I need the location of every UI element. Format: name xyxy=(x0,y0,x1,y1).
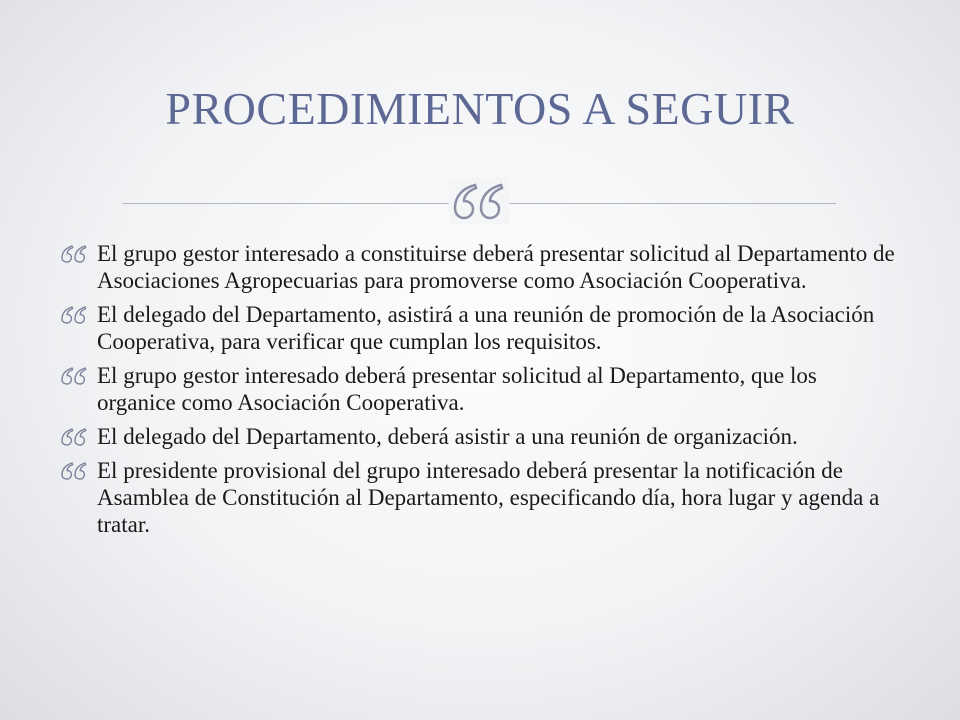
bullet-text: El grupo gestor interesado a constituirse deberá presentar solicitud al Departamento de Asociaciones Agropecuarias para promoverse como Asociación Cooperativa. xyxy=(97,241,895,293)
bullet-text: El delegado del Departamento, asistirá a una reunión de promoción de la Asociación Cooperativa, para verificar que cumplan los requisitos. xyxy=(97,302,875,354)
double-quote-bullet-icon xyxy=(60,427,88,447)
bullet-item xyxy=(60,423,900,450)
bullet-item xyxy=(60,457,900,538)
double-quote-bullet-icon xyxy=(60,305,88,325)
bullet-item xyxy=(60,301,900,355)
double-quote-bullet-icon xyxy=(60,461,88,481)
double-quote-bullet-icon xyxy=(60,366,88,386)
bullet-text: El presidente provisional del grupo interesado deberá presentar la notificación de Asamblea de Constitución al Departamento, especificando día, hora lugar y agenda a tratar. xyxy=(97,458,880,537)
double-quote-ornament-icon xyxy=(449,178,509,224)
bullet-item xyxy=(60,240,900,294)
bullet-list xyxy=(60,240,900,545)
bullet-item xyxy=(60,362,900,416)
slide-title: PROCEDIMIENTOS A SEGUIR xyxy=(165,83,795,134)
bullet-text: El grupo gestor interesado deberá presentar solicitud al Departamento, que los organice como Asociación Cooperativa. xyxy=(97,363,817,415)
double-quote-bullet-icon xyxy=(60,244,88,264)
bullet-text: El delegado del Departamento, deberá asistir a una reunión de organización. xyxy=(97,424,798,449)
